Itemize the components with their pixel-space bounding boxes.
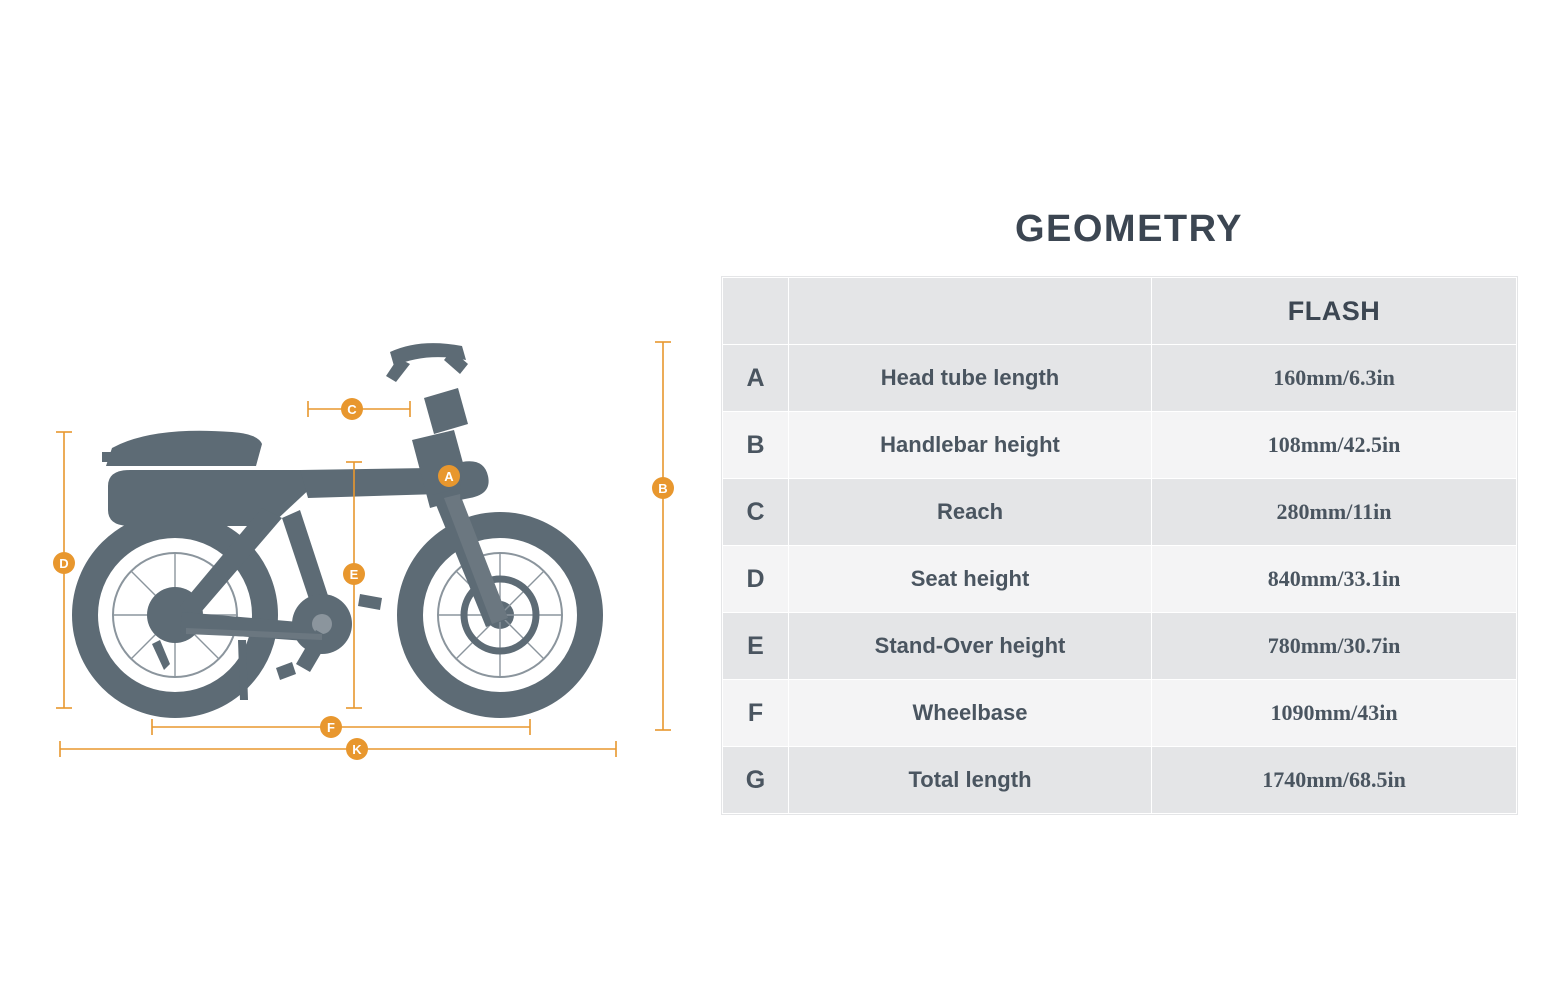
- row-letter: A: [723, 345, 789, 412]
- row-value: 1740mm/68.5in: [1152, 747, 1517, 814]
- row-letter: C: [723, 479, 789, 546]
- row-letter: B: [723, 412, 789, 479]
- callout-badge-c: [341, 398, 363, 420]
- row-name: Seat height: [789, 546, 1152, 613]
- header-letter-cell: [723, 278, 789, 345]
- callout-badge-a: [438, 465, 460, 487]
- row-value: 280mm/11in: [1152, 479, 1517, 546]
- row-letter: F: [723, 680, 789, 747]
- table-row: [723, 479, 1517, 546]
- callout-label-k: K: [352, 742, 362, 757]
- row-name: Wheelbase: [789, 680, 1152, 747]
- callout-label-f: F: [327, 720, 335, 735]
- callout-badge-d: [53, 552, 75, 574]
- row-name: Total length: [789, 747, 1152, 814]
- row-letter: G: [723, 747, 789, 814]
- callout-label-d: D: [59, 556, 69, 571]
- bike-silhouette: [85, 343, 590, 705]
- row-name: Reach: [789, 479, 1152, 546]
- callout-badge-f: [320, 716, 342, 738]
- row-value: 840mm/33.1in: [1152, 546, 1517, 613]
- geometry-table: [722, 277, 1517, 814]
- bike-diagram-svg: [0, 0, 700, 1000]
- table-header-row: [723, 278, 1517, 345]
- callout-label-c: C: [347, 402, 357, 417]
- callout-badge-e: [343, 563, 365, 585]
- row-name: Stand-Over height: [789, 613, 1152, 680]
- row-value: 160mm/6.3in: [1152, 345, 1517, 412]
- callout-badge-k: [346, 738, 368, 760]
- bike-diagram-panel: [0, 0, 700, 1000]
- row-value: 1090mm/43in: [1152, 680, 1517, 747]
- callout-label-e: E: [349, 567, 359, 582]
- table-row: [723, 680, 1517, 747]
- header-name-cell: [789, 278, 1152, 345]
- table-row: [723, 345, 1517, 412]
- geometry-table-panel: [700, 0, 1558, 1000]
- callout-label-b: B: [658, 481, 668, 496]
- row-name: Head tube length: [789, 345, 1152, 412]
- table-row: [723, 546, 1517, 613]
- header-model-cell: FLASH: [1152, 278, 1517, 345]
- row-letter: D: [723, 546, 789, 613]
- row-name: Handlebar height: [789, 412, 1152, 479]
- callout-badge-b: [652, 477, 674, 499]
- row-value: 780mm/30.7in: [1152, 613, 1517, 680]
- row-value: 108mm/42.5in: [1152, 412, 1517, 479]
- table-row: [723, 412, 1517, 479]
- page-title: GEOMETRY: [1014, 208, 1244, 250]
- row-letter: E: [723, 613, 789, 680]
- callout-label-a: A: [444, 469, 454, 484]
- table-row: [723, 747, 1517, 814]
- table-row: [723, 613, 1517, 680]
